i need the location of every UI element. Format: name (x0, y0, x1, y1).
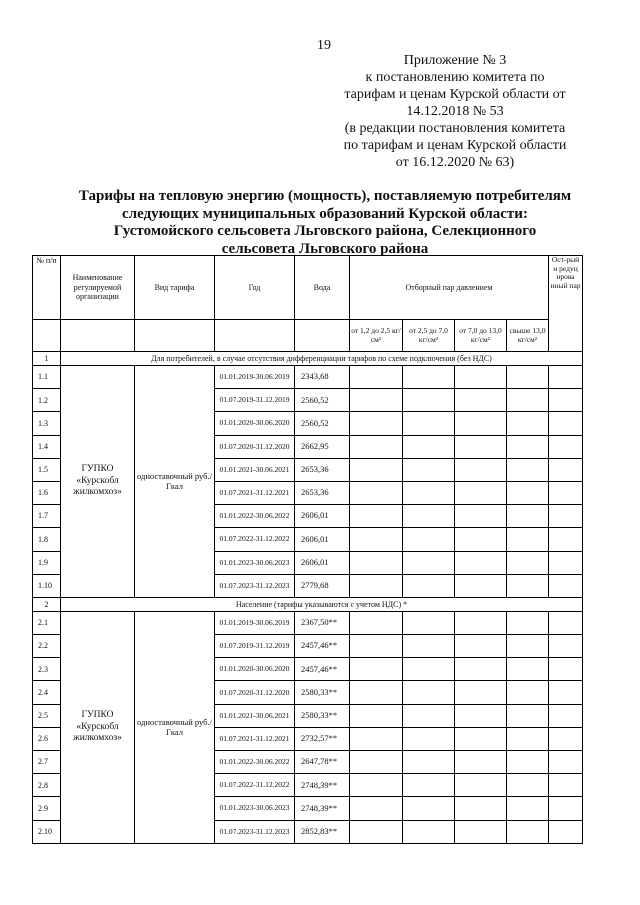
row-num: 2.5 (33, 704, 61, 727)
row-num: 1.8 (33, 528, 61, 551)
title-line: Тарифы на тепловую энергию (мощность), поставляемую потребителям (78, 188, 572, 204)
header-water: Вода (295, 256, 350, 320)
header-steam: Отборный пар давлением (350, 256, 549, 320)
row-num: 2.3 (33, 658, 61, 681)
row-num: 2.2 (33, 635, 61, 658)
tariff-table (32, 255, 583, 844)
water-tariff: 2779,68 (295, 574, 350, 597)
period: 01.01.2020-30.06.2020 (215, 412, 295, 435)
water-tariff: 2606,01 (295, 528, 350, 551)
section-title: Для потребителей, в случае отсутствия дифференциации тарифов по схеме подключения (без НДС) (61, 352, 583, 366)
period: 01.01.2022-30.06.2022 (215, 751, 295, 774)
water-tariff: 2653,36 (295, 481, 350, 504)
org-name: ГУПКО «Курскобл жилкомхоз» (61, 366, 135, 598)
row-num: 1.3 (33, 412, 61, 435)
row-num: 2.6 (33, 727, 61, 750)
header-pressure-2: от 2,5 до 7,0 кг/см² (403, 320, 455, 352)
water-tariff: 2647,78** (295, 751, 350, 774)
header-year: Год (215, 256, 295, 320)
row-num: 2.7 (33, 751, 61, 774)
water-tariff: 2457,46** (295, 635, 350, 658)
row-num: 2.9 (33, 797, 61, 820)
header-tariff-type: Вид тарифа (135, 256, 215, 320)
table-row (33, 366, 583, 389)
row-num: 1.1 (33, 366, 61, 389)
row-num: 1.9 (33, 551, 61, 574)
water-tariff: 2606,01 (295, 505, 350, 528)
header-sharp-steam: Ост-рый и редуц ирова нный пар (549, 256, 583, 352)
water-tariff: 2748,39** (295, 797, 350, 820)
title-line: Густомойского сельсовета Льговского района, Селекционного (113, 223, 537, 239)
period: 01.07.2020-31.12.2020 (215, 435, 295, 458)
document-title (60, 188, 590, 258)
header-org: Наименование регулируемой организации (61, 256, 135, 320)
period: 01.07.2019-31.12.2019 (215, 635, 295, 658)
section-title: Население (тарифы указываются с учетом НДС) * (61, 597, 583, 611)
water-tariff: 2852,83** (295, 820, 350, 843)
org-name: ГУПКО «Курскобл жилкомхоз» (61, 611, 135, 843)
appendix-line: по тарифам и ценам Курской области (343, 138, 567, 153)
period: 01.07.2020-31.12.2020 (215, 681, 295, 704)
row-num: 1.6 (33, 481, 61, 504)
water-tariff: 2560,52 (295, 389, 350, 412)
period: 01.01.2023-30.06.2023 (215, 551, 295, 574)
title-line: сельсовета Льговского района (221, 240, 429, 257)
appendix-line: 14.12.2018 № 53 (406, 104, 504, 119)
table-row (33, 611, 583, 634)
header-pressure-1: от 1,2 до 2,5 кг/см² (350, 320, 403, 352)
water-tariff: 2343,68 (295, 366, 350, 389)
section-num: 1 (33, 352, 61, 366)
row-num: 1.7 (33, 505, 61, 528)
title-line: следующих муниципальных образований Курской области: (122, 205, 528, 222)
water-tariff: 2560,52 (295, 412, 350, 435)
appendix-block (330, 52, 580, 171)
appendix-line: от 16.12.2020 № 63) (395, 155, 515, 170)
water-tariff: 2580,33** (295, 704, 350, 727)
period: 01.07.2021-31.12.2021 (215, 481, 295, 504)
water-tariff: 2457,46** (295, 658, 350, 681)
appendix-line: к постановлению комитета по (365, 70, 545, 85)
period: 01.01.2022-30.06.2022 (215, 505, 295, 528)
period: 01.07.2022-31.12.2022 (215, 774, 295, 797)
water-tariff: 2580,33** (295, 681, 350, 704)
period: 01.01.2019-30.06.2019 (215, 611, 295, 634)
water-tariff: 2732,57** (295, 727, 350, 750)
period: 01.07.2022-31.12.2022 (215, 528, 295, 551)
row-num: 2.8 (33, 774, 61, 797)
tariff-type: одноставочный руб./Гкал (135, 366, 215, 598)
period: 01.01.2021-30.06.2021 (215, 704, 295, 727)
header-pressure-3: от 7,0 до 13,0 кг/см² (455, 320, 507, 352)
row-num: 1.10 (33, 574, 61, 597)
header-pressure-4: свыше 13,0 кг/см² (507, 320, 549, 352)
row-num: 2.1 (33, 611, 61, 634)
period: 01.01.2021-30.06.2021 (215, 458, 295, 481)
period: 01.01.2020-30.06.2020 (215, 658, 295, 681)
water-tariff: 2662,95 (295, 435, 350, 458)
period: 01.07.2021-31.12.2021 (215, 727, 295, 750)
row-num: 1.2 (33, 389, 61, 412)
water-tariff: 2748,39** (295, 774, 350, 797)
row-num: 1.5 (33, 458, 61, 481)
period: 01.01.2023-30.06.2023 (215, 797, 295, 820)
appendix-line: Приложение № 3 (403, 53, 507, 68)
row-num: 2.4 (33, 681, 61, 704)
water-tariff: 2367,50** (295, 611, 350, 634)
section-row (33, 597, 583, 611)
appendix-line: (в редакции постановления комитета (344, 121, 566, 136)
period: 01.07.2023-31.12.2023 (215, 574, 295, 597)
section-row (33, 352, 583, 366)
water-tariff: 2653,36 (295, 458, 350, 481)
page-number: 19 (317, 38, 331, 53)
water-tariff: 2606,01 (295, 551, 350, 574)
header-num: № п/п (33, 256, 61, 320)
period: 01.01.2019-30.06.2019 (215, 366, 295, 389)
appendix-line: тарифам и ценам Курской области от (344, 87, 566, 102)
period: 01.07.2019-31.12.2019 (215, 389, 295, 412)
period: 01.07.2023-31.12.2023 (215, 820, 295, 843)
row-num: 2.10 (33, 820, 61, 843)
section-num: 2 (33, 597, 61, 611)
tariff-type: одноставочный руб./Гкал (135, 611, 215, 843)
row-num: 1.4 (33, 435, 61, 458)
